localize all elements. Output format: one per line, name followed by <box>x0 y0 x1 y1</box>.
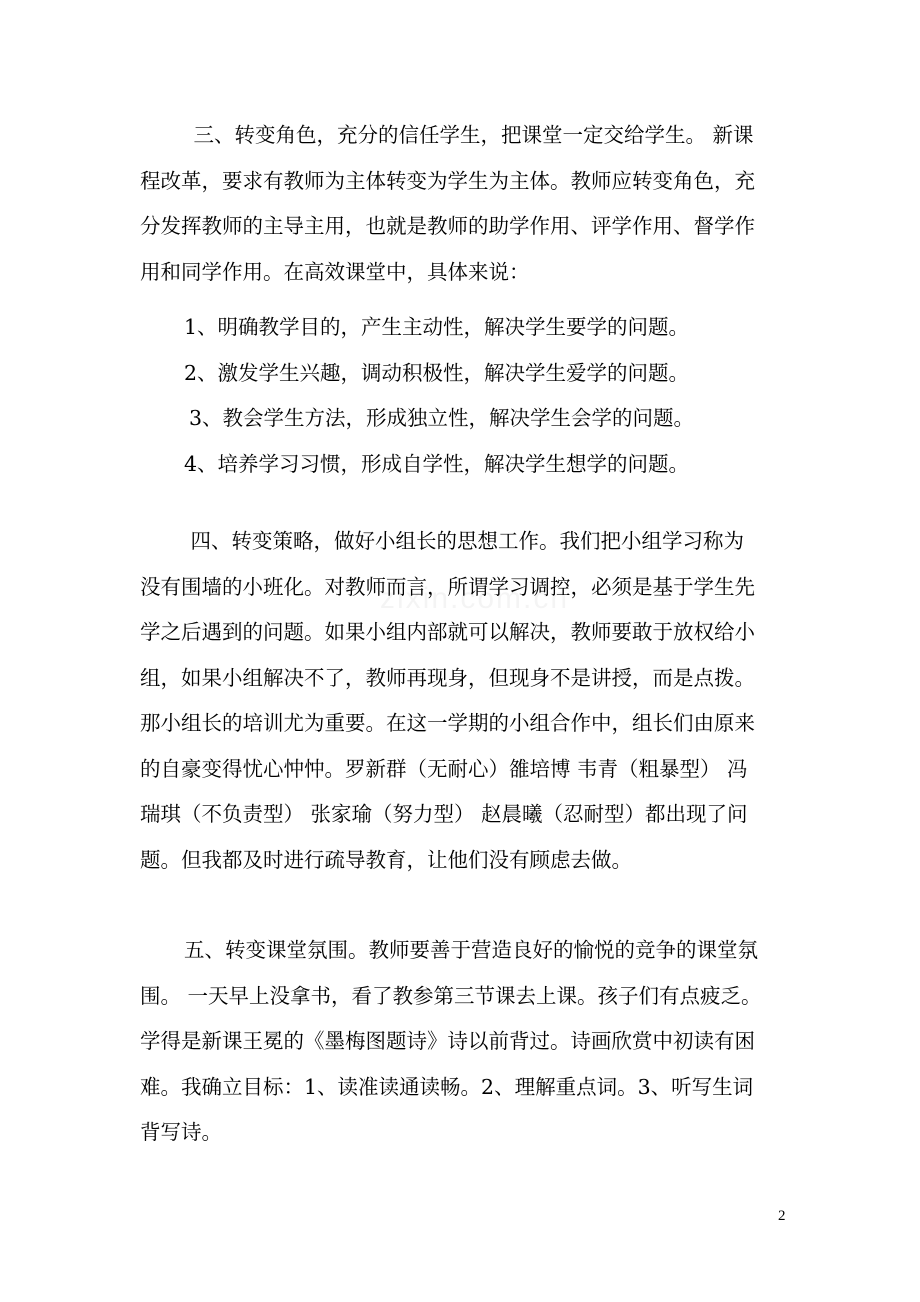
text-line: 五、转变课堂氛围。教师要善于营造良好的愉悦的竞争的课堂氛 <box>184 938 758 962</box>
text-line: 没有围墙的小班化。对教师而言，所谓学习调控，必须是基于学生先 <box>140 574 755 599</box>
text-line: 程改革，要求有教师为主体转变为学生为主体。教师应转变角色，充 <box>140 168 755 193</box>
text-line: 的自豪变得忧心忡忡。罗新群（无耐心）雒培博 韦青（粗暴型） 冯 <box>140 756 748 781</box>
text-line: 难。我确立目标：1、读准读通读畅。2、理解重点词。3、听写生词 <box>140 1074 754 1099</box>
list-item: 4、培养学习习惯，形成自学性，解决学生想学的问题。 <box>184 451 690 476</box>
text-line: 那小组长的培训尤为重要。在这一学期的小组合作中，组长们由原来 <box>140 711 755 735</box>
text-line: 学之后遇到的问题。如果小组内部就可以解决，教师要敢于放权给小 <box>140 620 755 644</box>
text-line: 学得是新课王冕的《墨梅图题诗》诗以前背过。诗画欣赏中初读有困 <box>140 1029 755 1053</box>
section-3-list <box>140 305 800 487</box>
text-line: 背写诗。 <box>140 1120 222 1144</box>
page-number: 2 <box>778 1208 786 1224</box>
text-line: 题。但我都及时进行疏导教育，让他们没有顾虑去做。 <box>140 847 632 872</box>
list-item: 3、教会学生方法，形成独立性，解决学生会学的问题。 <box>189 406 695 430</box>
text-line: 组，如果小组解决不了，教师再现身，但现身不是讲授，而是点拨。 <box>140 665 755 690</box>
text-line: 瑞琪（不负责型） 张家瑜（努力型） 赵晨曦（忍耐型）都出现了问 <box>140 802 748 826</box>
section-4-paragraph <box>140 519 800 883</box>
section-5-paragraph <box>140 928 800 1156</box>
text-line: 围。 一天早上没拿书，看了教参第三节课去上课。孩子们有点疲乏。 <box>140 983 762 1008</box>
list-item: 2、激发学生兴趣，调动积极性，解决学生爱学的问题。 <box>184 360 690 385</box>
text-line: 四、转变策略，做好小组长的思想工作。我们把小组学习称为 <box>170 529 744 553</box>
text-line: 分发挥教师的主导主用，也就是教师的助学作用、评学作用、督学作 <box>140 214 755 238</box>
section-3-paragraph <box>140 113 800 295</box>
text-line: 用和同学作用。在高效课堂中，具体来说： <box>140 259 530 284</box>
list-item: 1、明确教学目的，产生主动性，解决学生要学的问题。 <box>184 315 690 339</box>
text-line: 三、转变角色，充分的信任学生，把课堂一定交给学生。 新课 <box>173 123 754 147</box>
